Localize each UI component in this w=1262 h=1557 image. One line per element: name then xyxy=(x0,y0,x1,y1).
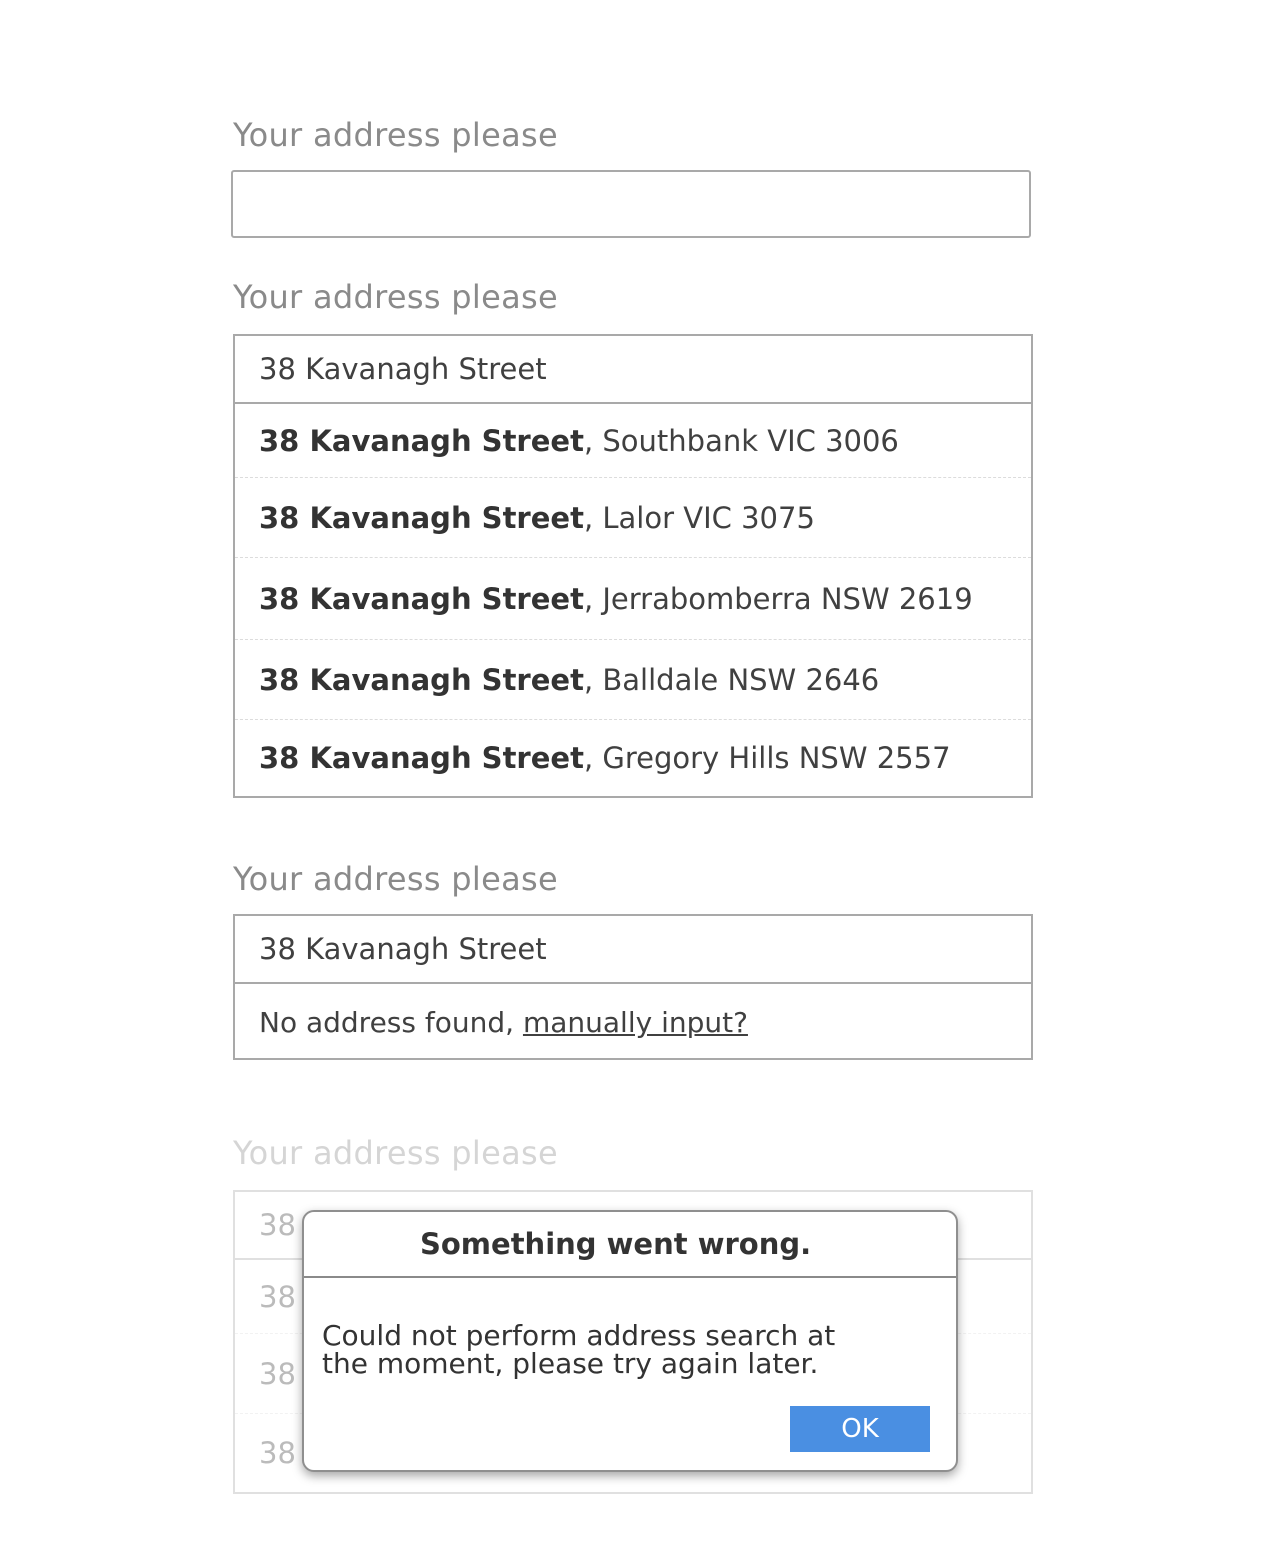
address-input-2-value: 38 Kavanagh Street xyxy=(259,352,547,386)
manual-input-link[interactable]: manually input? xyxy=(522,1005,748,1039)
suggestion-item: 38 xyxy=(235,1334,1031,1414)
suggestion-item[interactable]: 38 Kavanagh Street , Lalor VIC 3075 xyxy=(235,478,1031,558)
address-label-1: Your address please xyxy=(233,116,558,154)
address-input-1[interactable] xyxy=(231,170,1031,238)
suggestion-item[interactable]: 38 Kavanagh Street , Gregory Hills NSW 2557 xyxy=(259,741,951,775)
address-label-4: Your address please xyxy=(233,1134,558,1172)
dialog-title: Something went wrong. xyxy=(304,1212,956,1278)
suggestion-item[interactable]: 38 Kavanagh Street , Balldale NSW 2646 xyxy=(235,640,1031,720)
address-input-2[interactable] xyxy=(233,334,1033,404)
ok-button[interactable]: OK xyxy=(790,1406,930,1452)
suggestion-item[interactable]: 38 Kavanagh Street , Jerrabomberra NSW 2619 xyxy=(235,558,1031,640)
dialog-message: Could not perform address search at the moment, please try again later. xyxy=(322,1319,836,1380)
address-input-4-value: 38 xyxy=(259,1208,296,1242)
suggestion-item[interactable]: 38 Kavanagh Street , Southbank VIC 3006 xyxy=(235,404,1031,478)
suggestion-list xyxy=(233,404,1033,798)
address-label-2: Your address please xyxy=(233,278,558,316)
no-result-panel xyxy=(233,984,1033,1060)
no-result-text: No address found, xyxy=(259,1005,515,1039)
address-input-3[interactable] xyxy=(233,914,1033,984)
suggestion-item: 38 xyxy=(235,1260,1031,1334)
error-dialog xyxy=(302,1210,958,1472)
suggestion-item: 38 xyxy=(259,1436,296,1470)
address-label-3: Your address please xyxy=(233,860,558,898)
no-result-row xyxy=(235,984,1031,1060)
address-input-3-value: 38 Kavanagh Street xyxy=(259,932,547,966)
